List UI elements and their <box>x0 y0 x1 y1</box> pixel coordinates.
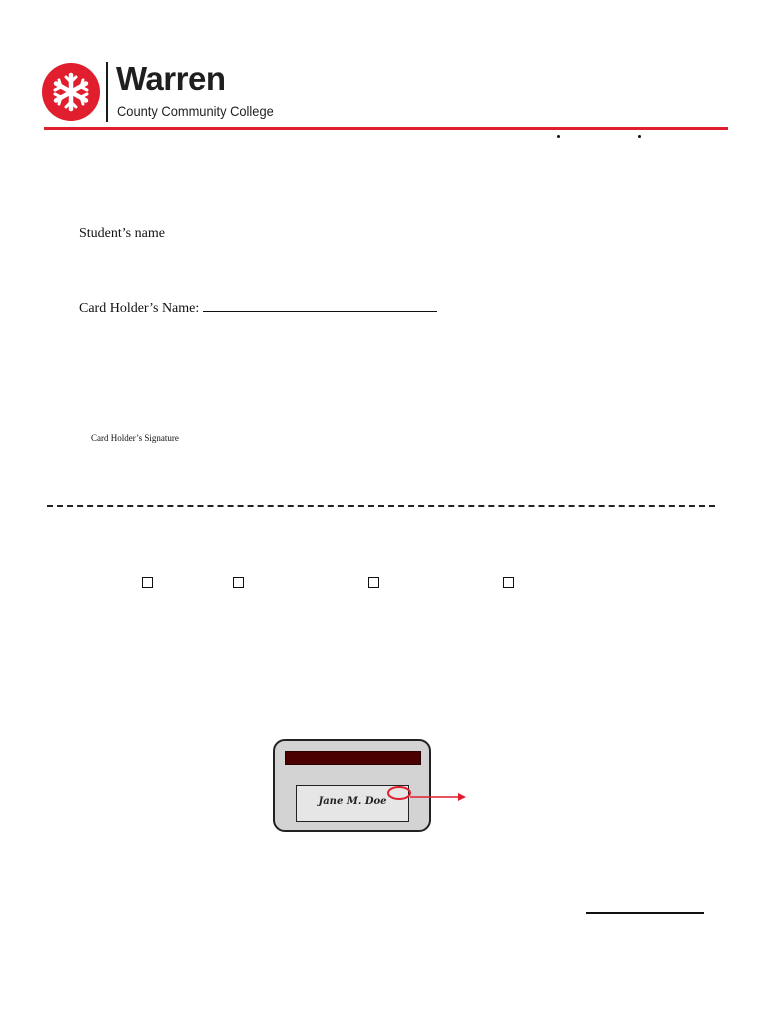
signature-sample: Jane M. Doe <box>318 796 387 807</box>
option-checkbox-1[interactable] <box>142 577 153 588</box>
header-dot <box>557 135 560 138</box>
signature-label: Card Holder’s Signature <box>91 433 179 443</box>
holder-name-row <box>79 297 437 318</box>
student-name-text: Student’s name <box>79 226 165 241</box>
security-code-pointer-icon <box>380 780 480 810</box>
header-rule <box>44 127 728 130</box>
logo-subtitle: County Community College <box>117 103 274 119</box>
magnetic-stripe <box>285 751 421 765</box>
header-dot <box>638 135 641 138</box>
cut-line-divider <box>47 505 715 507</box>
logo-divider <box>106 62 108 122</box>
signature-underline[interactable] <box>586 912 704 914</box>
option-checkbox-3[interactable] <box>368 577 379 588</box>
option-checkbox-2[interactable] <box>233 577 244 588</box>
student-name-label <box>79 225 165 243</box>
logo-title: Warren <box>116 60 226 97</box>
college-logo-icon <box>42 63 100 121</box>
option-checkbox-4[interactable] <box>503 577 514 588</box>
holder-name-text: Card Holder’s Name: <box>79 301 200 316</box>
holder-name-field[interactable] <box>203 297 437 312</box>
